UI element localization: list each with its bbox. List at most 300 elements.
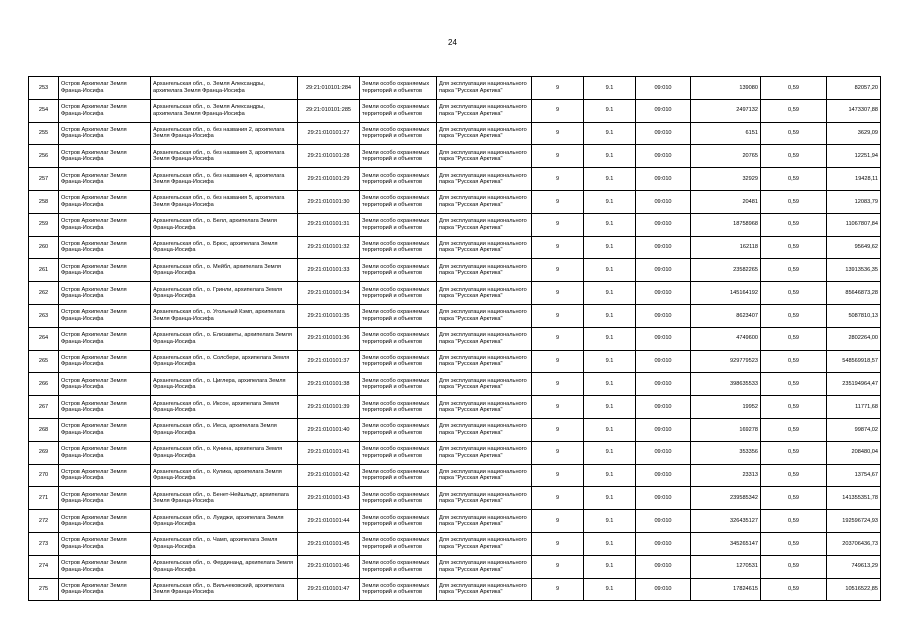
permitted-use-cell: Для эксплуатации национального парка "Русская Арктика" (437, 464, 532, 487)
land-category-cell: Земли особо охраняемых территорий и объектов (360, 441, 437, 464)
row-number-cell: 270 (29, 464, 59, 487)
area-cell: 20481 (691, 190, 761, 213)
rate-cell: 0,59 (761, 487, 827, 510)
land-category-cell: Земли особо охраняемых территорий и объектов (360, 145, 437, 168)
subgroup-code-cell: 9.1 (584, 510, 636, 533)
area-cell: 353356 (691, 441, 761, 464)
permitted-use-cell: Для эксплуатации национального парка "Русская Арктика" (437, 99, 532, 122)
object-name-cell: Остров Архипелаг Земля Франца-Иосифа (59, 555, 151, 578)
area-cell: 4749600 (691, 327, 761, 350)
area-cell: 162118 (691, 236, 761, 259)
zone-code-cell: 09:010 (636, 168, 691, 191)
cadastral-value-cell: 1473307,88 (827, 99, 881, 122)
subgroup-code-cell: 9.1 (584, 122, 636, 145)
address-cell: Архангельская обл., о. без названия 5, архипелага Земля Франца-Иосифа (151, 190, 298, 213)
cadastral-value-cell: 13913536,35 (827, 259, 881, 282)
row-number-cell: 273 (29, 532, 59, 555)
table-row (29, 441, 881, 464)
object-name-cell: Остров Архипелаг Земля Франца-Иосифа (59, 396, 151, 419)
rate-cell: 0,59 (761, 555, 827, 578)
table-row (29, 418, 881, 441)
group-code-cell: 9 (532, 532, 584, 555)
cadastral-number-cell: 29:21:010101:36 (298, 327, 360, 350)
group-code-cell: 9 (532, 350, 584, 373)
subgroup-code-cell: 9.1 (584, 532, 636, 555)
land-category-cell: Земли особо охраняемых территорий и объектов (360, 532, 437, 555)
object-name-cell: Остров Архипелаг Земля Франца-Иосифа (59, 282, 151, 305)
table-row (29, 145, 881, 168)
address-cell: Архангельская обл., о. Белл, архипелага Земля Франца-Иосифа (151, 213, 298, 236)
group-code-cell: 9 (532, 510, 584, 533)
subgroup-code-cell: 9.1 (584, 168, 636, 191)
table-row (29, 373, 881, 396)
rate-cell: 0,59 (761, 282, 827, 305)
cadastral-number-cell: 29:21:010101:38 (298, 373, 360, 396)
object-name-cell: Остров Архипелаг Земля Франца-Иосифа (59, 190, 151, 213)
subgroup-code-cell: 9.1 (584, 578, 636, 601)
permitted-use-cell: Для эксплуатации национального парка "Русская Арктика" (437, 122, 532, 145)
cadastral-number-cell: 29:21:010101:29 (298, 168, 360, 191)
object-name-cell: Остров Архипелаг Земля Франца-Иосифа (59, 464, 151, 487)
rate-cell: 0,59 (761, 145, 827, 168)
rate-cell: 0,59 (761, 190, 827, 213)
group-code-cell: 9 (532, 555, 584, 578)
row-number-cell: 274 (29, 555, 59, 578)
subgroup-code-cell: 9.1 (584, 464, 636, 487)
area-cell: 1270531 (691, 555, 761, 578)
row-number-cell: 259 (29, 213, 59, 236)
cadastral-number-cell: 29:21:010101:46 (298, 555, 360, 578)
address-cell: Архангельская обл., о. без названия 3, архипелага Земля Франца-Иосифа (151, 145, 298, 168)
cadastral-value-cell: 10516522,85 (827, 578, 881, 601)
area-cell: 145164192 (691, 282, 761, 305)
table-row (29, 282, 881, 305)
row-number-cell: 255 (29, 122, 59, 145)
land-category-cell: Земли особо охраняемых территорий и объектов (360, 213, 437, 236)
zone-code-cell: 09:010 (636, 282, 691, 305)
land-category-cell: Земли особо охраняемых территорий и объектов (360, 259, 437, 282)
zone-code-cell: 09:010 (636, 441, 691, 464)
zone-code-cell: 09:010 (636, 145, 691, 168)
rate-cell: 0,59 (761, 464, 827, 487)
subgroup-code-cell: 9.1 (584, 418, 636, 441)
subgroup-code-cell: 9.1 (584, 236, 636, 259)
address-cell: Архангельская обл., о. Кунина, архипелага Земля Франца-Иосифа (151, 441, 298, 464)
row-number-cell: 254 (29, 99, 59, 122)
area-cell: 239585342 (691, 487, 761, 510)
row-number-cell: 262 (29, 282, 59, 305)
land-category-cell: Земли особо охраняемых территорий и объектов (360, 487, 437, 510)
object-name-cell: Остров Архипелаг Земля Франца-Иосифа (59, 99, 151, 122)
permitted-use-cell: Для эксплуатации национального парка "Русская Арктика" (437, 77, 532, 100)
area-cell: 23313 (691, 464, 761, 487)
land-category-cell: Земли особо охраняемых территорий и объектов (360, 350, 437, 373)
cadastral-number-cell: 29:21:010101:33 (298, 259, 360, 282)
zone-code-cell: 09:010 (636, 373, 691, 396)
table-row (29, 487, 881, 510)
group-code-cell: 9 (532, 396, 584, 419)
permitted-use-cell: Для эксплуатации национального парка "Русская Арктика" (437, 441, 532, 464)
group-code-cell: 9 (532, 373, 584, 396)
cadastral-value-cell: 235194964,47 (827, 373, 881, 396)
object-name-cell: Остров Архипелаг Земля Франца-Иосифа (59, 259, 151, 282)
address-cell: Архангельская обл., о. Гринли, архипелага Земля Франца-Иосифа (151, 282, 298, 305)
table-row (29, 327, 881, 350)
rate-cell: 0,59 (761, 77, 827, 100)
permitted-use-cell: Для эксплуатации национального парка "Русская Арктика" (437, 578, 532, 601)
address-cell: Архангельская обл., о. Луиджи, архипелага Земля Франца-Иосифа (151, 510, 298, 533)
cadastral-value-cell: 12251,94 (827, 145, 881, 168)
subgroup-code-cell: 9.1 (584, 145, 636, 168)
area-cell: 19952 (691, 396, 761, 419)
land-category-cell: Земли особо охраняемых территорий и объектов (360, 418, 437, 441)
cadastral-number-cell: 29:21:010101:39 (298, 396, 360, 419)
permitted-use-cell: Для эксплуатации национального парка "Русская Арктика" (437, 168, 532, 191)
row-number-cell: 257 (29, 168, 59, 191)
object-name-cell: Остров Архипелаг Земля Франца-Иосифа (59, 487, 151, 510)
rate-cell: 0,59 (761, 441, 827, 464)
object-name-cell: Остров Архипелаг Земля Франца-Иосифа (59, 145, 151, 168)
land-category-cell: Земли особо охраняемых территорий и объектов (360, 236, 437, 259)
zone-code-cell: 09:010 (636, 236, 691, 259)
table-row (29, 510, 881, 533)
group-code-cell: 9 (532, 327, 584, 350)
cadastral-number-cell: 29:21:010101:35 (298, 304, 360, 327)
rate-cell: 0,59 (761, 327, 827, 350)
table-row (29, 99, 881, 122)
land-category-cell: Земли особо охраняемых территорий и объектов (360, 77, 437, 100)
row-number-cell: 263 (29, 304, 59, 327)
group-code-cell: 9 (532, 304, 584, 327)
group-code-cell: 9 (532, 168, 584, 191)
permitted-use-cell: Для эксплуатации национального парка "Русская Арктика" (437, 532, 532, 555)
address-cell: Архангельская обл., о. Циглера, архипелага Земля Франца-Иосифа (151, 373, 298, 396)
land-category-cell: Земли особо охраняемых территорий и объектов (360, 373, 437, 396)
object-name-cell: Остров Архипелаг Земля Франца-Иосифа (59, 510, 151, 533)
table-row (29, 213, 881, 236)
cadastral-number-cell: 29:21:010101:47 (298, 578, 360, 601)
land-category-cell: Земли особо охраняемых территорий и объектов (360, 168, 437, 191)
area-cell: 17824615 (691, 578, 761, 601)
cadastral-number-cell: 29:21:010101:40 (298, 418, 360, 441)
land-category-cell: Земли особо охраняемых территорий и объектов (360, 304, 437, 327)
row-number-cell: 261 (29, 259, 59, 282)
permitted-use-cell: Для эксплуатации национального парка "Русская Арктика" (437, 145, 532, 168)
permitted-use-cell: Для эксплуатации национального парка "Русская Арктика" (437, 487, 532, 510)
zone-code-cell: 09:010 (636, 396, 691, 419)
zone-code-cell: 09:010 (636, 327, 691, 350)
cadastral-number-cell: 29:21:010101:37 (298, 350, 360, 373)
group-code-cell: 9 (532, 259, 584, 282)
row-number-cell: 265 (29, 350, 59, 373)
object-name-cell: Остров Архипелаг Земля Франца-Иосифа (59, 578, 151, 601)
subgroup-code-cell: 9.1 (584, 282, 636, 305)
address-cell: Архангельская обл., о. без названия 4, архипелага Земля Франца-Иосифа (151, 168, 298, 191)
land-category-cell: Земли особо охраняемых территорий и объектов (360, 190, 437, 213)
group-code-cell: 9 (532, 122, 584, 145)
area-cell: 23582265 (691, 259, 761, 282)
cadastral-number-cell: 29:21:010101:30 (298, 190, 360, 213)
cadastral-value-cell: 5087810,13 (827, 304, 881, 327)
permitted-use-cell: Для эксплуатации национального парка "Русская Арктика" (437, 304, 532, 327)
permitted-use-cell: Для эксплуатации национального парка "Русская Арктика" (437, 396, 532, 419)
cadastral-number-cell: 29:21:010101:43 (298, 487, 360, 510)
rate-cell: 0,59 (761, 168, 827, 191)
group-code-cell: 9 (532, 77, 584, 100)
cadastral-value-cell: 208480,04 (827, 441, 881, 464)
cadastral-value-cell: 19428,11 (827, 168, 881, 191)
row-number-cell: 256 (29, 145, 59, 168)
group-code-cell: 9 (532, 418, 584, 441)
cadastral-value-cell: 95649,62 (827, 236, 881, 259)
cadastral-number-cell: 29:21:010101:41 (298, 441, 360, 464)
land-category-cell: Земли особо охраняемых территорий и объектов (360, 282, 437, 305)
subgroup-code-cell: 9.1 (584, 555, 636, 578)
table-row (29, 259, 881, 282)
group-code-cell: 9 (532, 213, 584, 236)
area-cell: 169278 (691, 418, 761, 441)
rate-cell: 0,59 (761, 213, 827, 236)
cadastral-number-cell: 29:21:010101:45 (298, 532, 360, 555)
area-cell: 345265147 (691, 532, 761, 555)
permitted-use-cell: Для эксплуатации национального парка "Русская Арктика" (437, 418, 532, 441)
address-cell: Архангельская обл., о. Иксон, архипелага Земля Франца-Иосифа (151, 396, 298, 419)
land-category-cell: Земли особо охраняемых территорий и объектов (360, 578, 437, 601)
cadastral-number-cell: 29:21:010101:28 (298, 145, 360, 168)
permitted-use-cell: Для эксплуатации национального парка "Русская Арктика" (437, 350, 532, 373)
area-cell: 6151 (691, 122, 761, 145)
cadastral-value-cell: 13754,67 (827, 464, 881, 487)
row-number-cell: 264 (29, 327, 59, 350)
address-cell: Архангельская обл., о. Угольный Кэмп, архипелага Земля Франца-Иосифа (151, 304, 298, 327)
group-code-cell: 9 (532, 578, 584, 601)
table-row (29, 464, 881, 487)
subgroup-code-cell: 9.1 (584, 487, 636, 510)
permitted-use-cell: Для эксплуатации национального парка "Русская Арктика" (437, 213, 532, 236)
cadastral-value-cell: 11067807,84 (827, 213, 881, 236)
cadastral-value-cell: 12083,79 (827, 190, 881, 213)
area-cell: 2497132 (691, 99, 761, 122)
rate-cell: 0,59 (761, 396, 827, 419)
cadastral-number-cell: 29:21:010101:284 (298, 77, 360, 100)
row-number-cell: 268 (29, 418, 59, 441)
object-name-cell: Остров Архипелаг Земля Франца-Иосифа (59, 532, 151, 555)
cadastral-number-cell: 29:21:010101:31 (298, 213, 360, 236)
cadastral-value-cell: 85646873,28 (827, 282, 881, 305)
rate-cell: 0,59 (761, 259, 827, 282)
permitted-use-cell: Для эксплуатации национального парка "Русская Арктика" (437, 282, 532, 305)
area-cell: 8623407 (691, 304, 761, 327)
rate-cell: 0,59 (761, 99, 827, 122)
area-cell: 18758968 (691, 213, 761, 236)
zone-code-cell: 09:010 (636, 487, 691, 510)
cadastral-number-cell: 29:21:010101:42 (298, 464, 360, 487)
permitted-use-cell: Для эксплуатации национального парка "Русская Арктика" (437, 236, 532, 259)
rate-cell: 0,59 (761, 418, 827, 441)
subgroup-code-cell: 9.1 (584, 327, 636, 350)
object-name-cell: Остров Архипелаг Земля Франца-Иосифа (59, 418, 151, 441)
row-number-cell: 275 (29, 578, 59, 601)
group-code-cell: 9 (532, 441, 584, 464)
subgroup-code-cell: 9.1 (584, 213, 636, 236)
land-category-cell: Земли особо охраняемых территорий и объектов (360, 327, 437, 350)
zone-code-cell: 09:010 (636, 555, 691, 578)
rate-cell: 0,59 (761, 373, 827, 396)
land-category-cell: Земли особо охраняемых территорий и объектов (360, 555, 437, 578)
page-number: 24 (448, 38, 457, 47)
zone-code-cell: 09:010 (636, 464, 691, 487)
land-category-cell: Земли особо охраняемых территорий и объектов (360, 99, 437, 122)
zone-code-cell: 09:010 (636, 510, 691, 533)
row-number-cell: 272 (29, 510, 59, 533)
row-number-cell: 269 (29, 441, 59, 464)
object-name-cell: Остров Архипелаг Земля Франца-Иосифа (59, 236, 151, 259)
table-row (29, 122, 881, 145)
cadastral-value-cell: 3629,09 (827, 122, 881, 145)
table-row (29, 578, 881, 601)
subgroup-code-cell: 9.1 (584, 190, 636, 213)
subgroup-code-cell: 9.1 (584, 77, 636, 100)
rate-cell: 0,59 (761, 304, 827, 327)
address-cell: Архангельская обл., о. Солсбери, архипелага Земля Франца-Иосифа (151, 350, 298, 373)
land-category-cell: Земли особо охраняемых территорий и объектов (360, 510, 437, 533)
object-name-cell: Остров Архипелаг Земля Франца-Иосифа (59, 350, 151, 373)
rate-cell: 0,59 (761, 532, 827, 555)
permitted-use-cell: Для эксплуатации национального парка "Русская Арктика" (437, 373, 532, 396)
object-name-cell: Остров Архипелаг Земля Франца-Иосифа (59, 77, 151, 100)
row-number-cell: 253 (29, 77, 59, 100)
cadastral-value-cell: 11771,68 (827, 396, 881, 419)
object-name-cell: Остров Архипелаг Земля Франца-Иосифа (59, 441, 151, 464)
area-cell: 20765 (691, 145, 761, 168)
subgroup-code-cell: 9.1 (584, 350, 636, 373)
land-category-cell: Земли особо охраняемых территорий и объектов (360, 122, 437, 145)
object-name-cell: Остров Архипелаг Земля Франца-Иосифа (59, 304, 151, 327)
object-name-cell: Остров Архипелаг Земля Франца-Иосифа (59, 168, 151, 191)
area-cell: 398635533 (691, 373, 761, 396)
area-cell: 326435127 (691, 510, 761, 533)
land-category-cell: Земли особо охраняемых территорий и объектов (360, 464, 437, 487)
subgroup-code-cell: 9.1 (584, 441, 636, 464)
table-row (29, 350, 881, 373)
address-cell: Архангельская обл., о. Земля Александры, архипелага Земля Франца-Иосифа (151, 99, 298, 122)
row-number-cell: 260 (29, 236, 59, 259)
zone-code-cell: 09:010 (636, 213, 691, 236)
cadastral-value-cell: 749613,29 (827, 555, 881, 578)
object-name-cell: Остров Архипелаг Земля Франца-Иосифа (59, 213, 151, 236)
group-code-cell: 9 (532, 487, 584, 510)
group-code-cell: 9 (532, 282, 584, 305)
address-cell: Архангельская обл., о. Фердинанд, архипелага Земля Франца-Иосифа (151, 555, 298, 578)
zone-code-cell: 09:010 (636, 532, 691, 555)
land-register-table (28, 76, 881, 601)
zone-code-cell: 09:010 (636, 304, 691, 327)
zone-code-cell: 09:010 (636, 350, 691, 373)
cadastral-value-cell: 82057,20 (827, 77, 881, 100)
permitted-use-cell: Для эксплуатации национального парка "Русская Арктика" (437, 510, 532, 533)
area-cell: 139080 (691, 77, 761, 100)
object-name-cell: Остров Архипелаг Земля Франца-Иосифа (59, 373, 151, 396)
rate-cell: 0,59 (761, 350, 827, 373)
zone-code-cell: 09:010 (636, 418, 691, 441)
permitted-use-cell: Для эксплуатации национального парка "Русская Арктика" (437, 555, 532, 578)
cadastral-value-cell: 203706436,73 (827, 532, 881, 555)
address-cell: Архангельская обл., о. Земля Александры, архипелага Земля Франца-Иосифа (151, 77, 298, 100)
rate-cell: 0,59 (761, 510, 827, 533)
row-number-cell: 266 (29, 373, 59, 396)
address-cell: Архангельская обл., о. Елизаветы, архипелага Земля Франца-Иосифа (151, 327, 298, 350)
row-number-cell: 271 (29, 487, 59, 510)
table-row (29, 236, 881, 259)
subgroup-code-cell: 9.1 (584, 304, 636, 327)
group-code-cell: 9 (532, 190, 584, 213)
cadastral-value-cell: 192596724,93 (827, 510, 881, 533)
permitted-use-cell: Для эксплуатации национального парка "Русская Арктика" (437, 190, 532, 213)
row-number-cell: 267 (29, 396, 59, 419)
area-cell: 32929 (691, 168, 761, 191)
table-row (29, 555, 881, 578)
cadastral-number-cell: 29:21:010101:44 (298, 510, 360, 533)
cadastral-number-cell: 29:21:010101:34 (298, 282, 360, 305)
cadastral-number-cell: 29:21:010101:32 (298, 236, 360, 259)
cadastral-value-cell: 99874,02 (827, 418, 881, 441)
group-code-cell: 9 (532, 145, 584, 168)
address-cell: Архангельская обл., о. Бенет-Нейшльдт, архипелага Земля Франца-Иосифа (151, 487, 298, 510)
table-body (29, 77, 881, 601)
object-name-cell: Остров Архипелаг Земля Франца-Иосифа (59, 122, 151, 145)
subgroup-code-cell: 9.1 (584, 373, 636, 396)
permitted-use-cell: Для эксплуатации национального парка "Русская Арктика" (437, 259, 532, 282)
subgroup-code-cell: 9.1 (584, 99, 636, 122)
row-number-cell: 258 (29, 190, 59, 213)
cadastral-value-cell: 141355351,78 (827, 487, 881, 510)
rate-cell: 0,59 (761, 236, 827, 259)
table-row (29, 168, 881, 191)
land-category-cell: Земли особо охраняемых территорий и объектов (360, 396, 437, 419)
table-row (29, 532, 881, 555)
address-cell: Архангельская обл., о. Мейбл, архипелага Земля Франца-Иосифа (151, 259, 298, 282)
group-code-cell: 9 (532, 464, 584, 487)
object-name-cell: Остров Архипелаг Земля Франца-Иосифа (59, 327, 151, 350)
table-row (29, 396, 881, 419)
subgroup-code-cell: 9.1 (584, 396, 636, 419)
area-cell: 929779523 (691, 350, 761, 373)
cadastral-value-cell: 2802264,00 (827, 327, 881, 350)
zone-code-cell: 09:010 (636, 122, 691, 145)
subgroup-code-cell: 9.1 (584, 259, 636, 282)
address-cell: Архангельская обл., о. Кулика, архипелага Земля Франца-Иосифа (151, 464, 298, 487)
cadastral-number-cell: 29:21:010101:285 (298, 99, 360, 122)
rate-cell: 0,59 (761, 122, 827, 145)
address-cell: Архангельская обл., о. Чамп, архипелага Земля Франца-Иосифа (151, 532, 298, 555)
table-row (29, 304, 881, 327)
group-code-cell: 9 (532, 99, 584, 122)
address-cell: Архангельская обл., о. без названия 2, архипелага Земля Франца-Иосифа (151, 122, 298, 145)
zone-code-cell: 09:010 (636, 190, 691, 213)
zone-code-cell: 09:010 (636, 259, 691, 282)
group-code-cell: 9 (532, 236, 584, 259)
zone-code-cell: 09:010 (636, 77, 691, 100)
rate-cell: 0,59 (761, 578, 827, 601)
address-cell: Архангельская обл., о. Брюс, архипелага Земля Франца-Иосифа (151, 236, 298, 259)
address-cell: Архангельская обл., о. Иеса, архипелага Земля Франца-Иосифа (151, 418, 298, 441)
permitted-use-cell: Для эксплуатации национального парка "Русская Арктика" (437, 327, 532, 350)
cadastral-number-cell: 29:21:010101:27 (298, 122, 360, 145)
table-row (29, 190, 881, 213)
cadastral-value-cell: 548569918,57 (827, 350, 881, 373)
address-cell: Архангельская обл., о. Вильчековский, архипелага Земля Франца-Иосифа (151, 578, 298, 601)
table-row (29, 77, 881, 100)
